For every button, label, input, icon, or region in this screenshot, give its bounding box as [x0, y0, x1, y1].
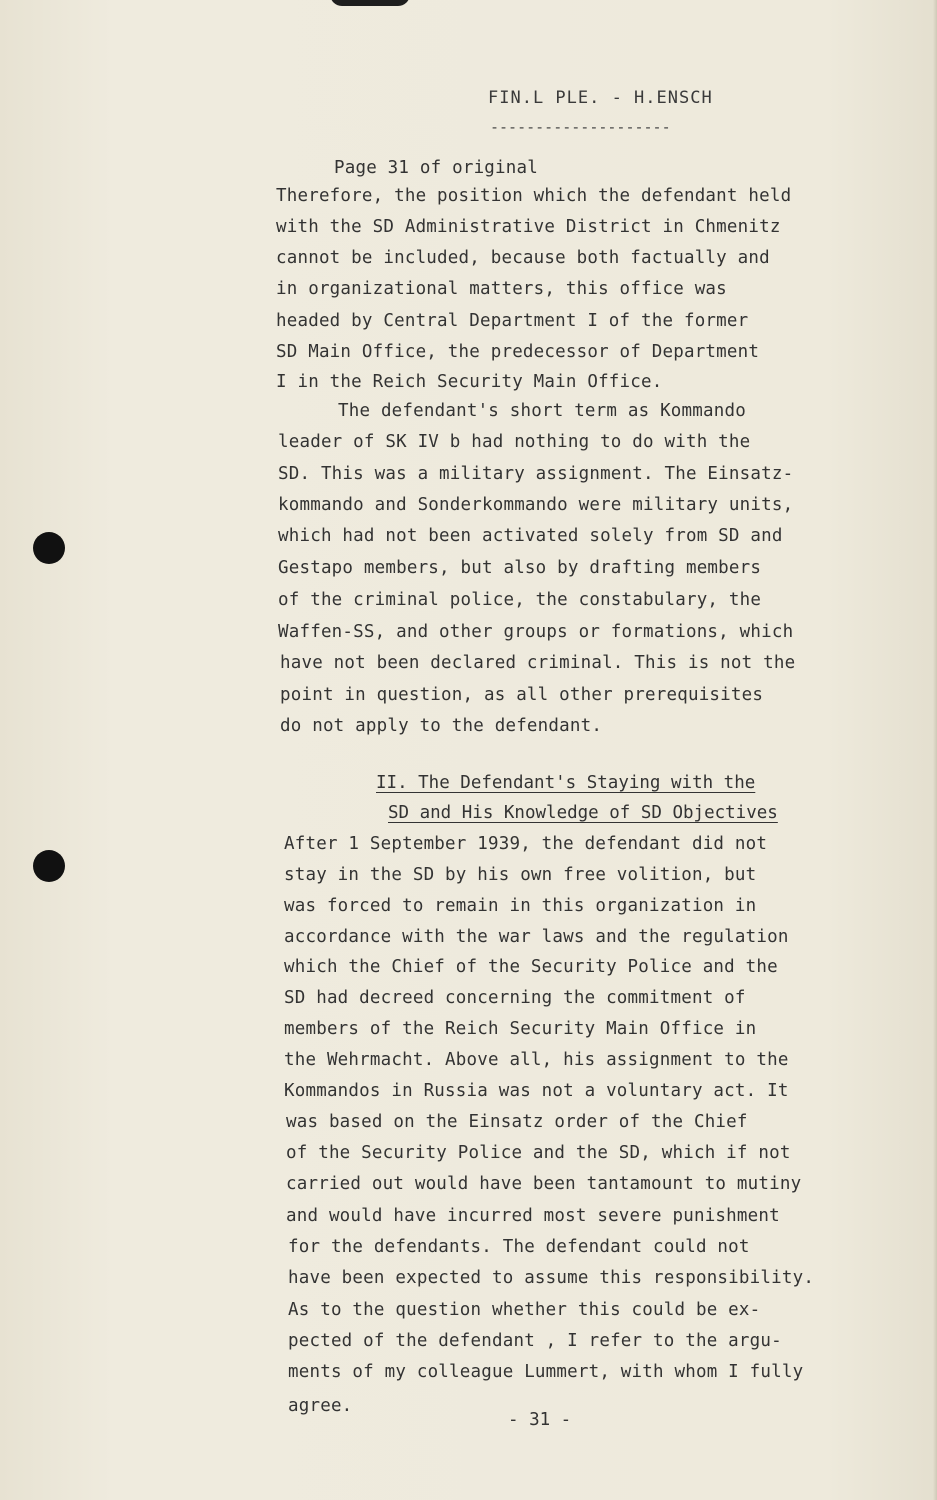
- text-line: headed by Central Department I of the former: [276, 311, 749, 331]
- text-line: have not been declared criminal. This is not the: [280, 653, 796, 673]
- punch-hole-bottom: [33, 850, 65, 882]
- punch-hole-top: [33, 532, 65, 564]
- text-line: Gestapo members, but also by drafting members: [278, 558, 762, 578]
- text-line: SD. This was a military assignment. The Einsatz-: [278, 464, 794, 484]
- page-edge-shadow: [933, 0, 937, 1500]
- text-line: have been expected to assume this responsibility.: [288, 1268, 815, 1288]
- section-heading-line-1: II. The Defendant's Staying with the: [376, 773, 756, 793]
- text-line: leader of SK IV b had nothing to do with the: [278, 432, 751, 452]
- text-line: ments of my colleague Lummert, with whom I fully: [288, 1362, 804, 1382]
- text-line: of the Security Police and the SD, which if not: [286, 1143, 791, 1163]
- text-line: which had not been activated solely from SD and: [278, 526, 783, 546]
- section-heading-line-2: SD and His Knowledge of SD Objectives: [388, 803, 778, 823]
- text-line: pected of the defendant , I refer to the argu-: [288, 1331, 782, 1351]
- text-line: cannot be included, because both factually and: [276, 248, 770, 268]
- text-line: Kommandos in Russia was not a voluntary act. It: [284, 1081, 789, 1101]
- text-line: As to the question whether this could be ex-: [288, 1300, 761, 1320]
- text-line: carried out would have been tantamount to mutiny: [286, 1174, 802, 1194]
- text-line: members of the Reich Security Main Office in: [284, 1019, 757, 1039]
- text-line: accordance with the war laws and the regulation: [284, 927, 789, 947]
- text-line: point in question, as all other prerequisites: [280, 685, 764, 705]
- page-reference: Page 31 of original: [334, 158, 538, 178]
- text-line: SD had decreed concerning the commitment of: [284, 988, 746, 1008]
- text-line: with the SD Administrative District in Chmenitz: [276, 217, 781, 237]
- text-line: for the defendants. The defendant could not: [288, 1237, 750, 1257]
- text-line: was forced to remain in this organization in: [284, 896, 757, 916]
- page-number: - 31 -: [508, 1410, 572, 1430]
- binder-clip-mark: [330, 0, 410, 6]
- title-underline: --------------------: [490, 118, 671, 136]
- text-line: Therefore, the position which the defendant held: [276, 186, 792, 206]
- text-line: the Wehrmacht. Above all, his assignment to the: [284, 1050, 789, 1070]
- document-title: FIN.L PLE. - H.ENSCH: [488, 88, 713, 108]
- text-line: agree.: [288, 1396, 353, 1416]
- text-line: which the Chief of the Security Police and the: [284, 957, 778, 977]
- text-line: was based on the Einsatz order of the Chief: [286, 1112, 748, 1132]
- text-line: and would have incurred most severe punishment: [286, 1206, 780, 1226]
- text-line: I in the Reich Security Main Office.: [276, 372, 663, 392]
- text-line: do not apply to the defendant.: [280, 716, 603, 736]
- text-line: SD Main Office, the predecessor of Department: [276, 342, 760, 362]
- text-line: stay in the SD by his own free volition, but: [284, 865, 757, 885]
- text-line: of the criminal police, the constabulary, the: [278, 590, 762, 610]
- text-line: in organizational matters, this office was: [276, 279, 727, 299]
- text-line: After 1 September 1939, the defendant did not: [284, 834, 768, 854]
- text-line: The defendant's short term as Kommando: [338, 401, 746, 421]
- text-line: Waffen-SS, and other groups or formations, which: [278, 622, 794, 642]
- text-line: kommando and Sonderkommando were military units,: [278, 495, 794, 515]
